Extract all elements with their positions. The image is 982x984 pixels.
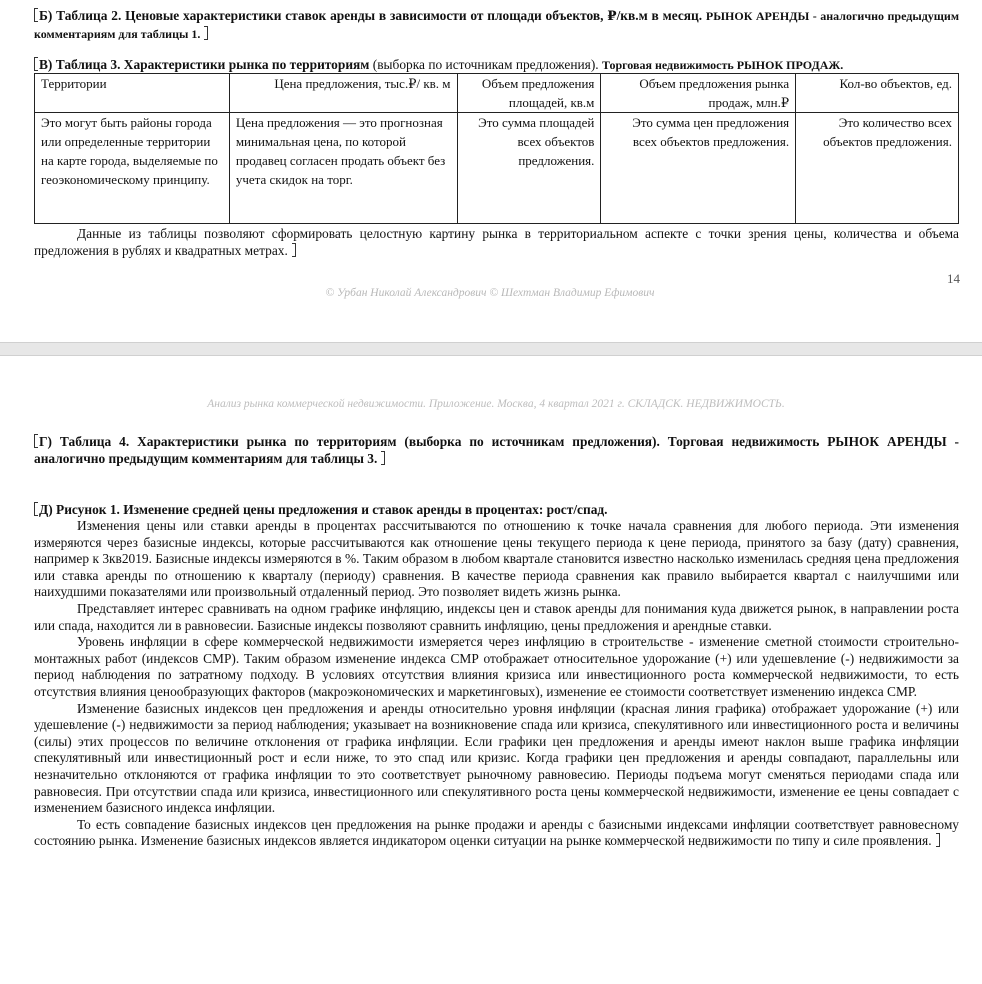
table-cell-offer-area: Это сумма площадей всех объектов предложения. <box>457 113 601 224</box>
page-separator <box>0 342 982 356</box>
section-end-marker <box>381 451 385 465</box>
section-end-marker <box>292 243 296 257</box>
table-cell-territories: Это могут быть районы города или определенные территории на карте города, выделяемые по геоэкономическому принципу. <box>35 113 230 224</box>
page-number: 14 <box>947 271 960 286</box>
header-cell-object-count: Кол-во объектов, ед. <box>796 74 959 113</box>
paragraph: Изменение базисных индексов цен предложения и аренды относительно уровня инфляции (красная линия графика) отображает удорожание (+) или удешевление (-) недвижимости за период наблюдения; указывает на возникновение спада или кризиса, спекулятивного или инвестиционного роста и величины (силы) этих процессов по величине отклонения от графика инфляции. Если графики цен предложения и аренды имеют наклон выше графика инфляции спекулятивный или инвестиционный рост и если ниже, то это спад или кризис. Когда графики цен предложения и аренды совпадают, параллельны или незначительно отклоняются от графика инфляции то это соответствует рыночному равновесию. Периоды подъема могут сменяться периодами спада или равновесия. При отсутствии спада или кризиса, инвестиционного или спекулятивного роста цены коммерческой недвижимости, изменение ее цены совпадает с изменением базисного индекса инфляции. <box>34 700 959 816</box>
document-page-14 <box>0 0 982 342</box>
copyright-footer: © Урбан Николай Александрович © Шехтман Владимир Ефимович <box>325 287 655 299</box>
section-start-marker <box>34 434 38 448</box>
table-cell-offer-volume: Это сумма цен предложения всех объектов предложения. <box>601 113 796 224</box>
paragraph: Изменения цены или ставки аренды в процентах рассчитываются по отношению к точке начала сравнения для любого периода. Эти изменения измеряются через базисные индексы, которые рассчитываются как отношение цены текущего периода к цене периода, принятого за базу (дату) сравнения, например к 3кв2019. Базисные индексы измеряются в %. Таким образом в любом квартале становится известно насколько изменилась средняя цена предложения или ставка аренды по отношению к кварталу (периоду) сравнения. В качестве периода сравнения как правило выбирается квартал с наилучшими или наихудшими показателями или произвольный отдаленный период. Это позволяет видеть жизнь рынка. <box>34 518 959 600</box>
section-end-marker <box>204 26 208 40</box>
paragraph: Уровень инфляции в сфере коммерческой недвижимости измеряется через инфляцию в строительстве - изменение сметной стоимости строительно-монтажных работ (индексов СМР). Таким образом изменение индекса СМР отображает относительное удорожание (+) или удешевление (-) недвижимости за период наблюдения по затратному подходу. В условиях отсутствия влияния кризиса или инвестиционного роста коммерческой недвижимости, то есть отсутствия влияния ценообразующих факторов (макроэкономических и маркетинговых), изменение ее стоимости соответствует изменению индекса СМР. <box>34 634 959 699</box>
header-cell-offer-price: Цена предложения, тыс.₽/ кв. м <box>229 74 457 113</box>
table4-heading: Г) Таблица 4. Характеристики рынка по территориям (выборка по источникам предложения). Торговая недвижимость РЫНОК АРЕНДЫ - аналогично предыдущим комментариям для таблицы 3. <box>34 434 959 466</box>
table-row <box>35 113 959 224</box>
section-start-marker <box>34 8 38 22</box>
figure1-heading: Д) Рисунок 1. Изменение средней цены предложения и ставок аренды в процентах: рост/спад. <box>34 501 959 518</box>
section-start-marker <box>34 57 38 71</box>
header-cell-territories: Территории <box>35 74 230 113</box>
table2-heading: Б) Таблица 2. Ценовые характеристики ставок аренды в зависимости от площади объектов, ₽/кв.м в месяц. РЫНОК АРЕНДЫ - аналогично предыдущим комментариям для таблицы 1. <box>34 8 959 41</box>
paragraph: Представляет интерес сравнивать на одном графике инфляцию, индексы цен и ставок аренды для понимания куда движется рынок, в направлении роста или спада, находится ли в равновесии. Базисные индексы позволяют сравнить инфляцию, цены предложения и арендные ставки. <box>34 600 959 633</box>
document-page-15 <box>0 356 982 984</box>
table3-note: Данные из таблицы позволяют сформировать целостную картину рынка в территориальном аспекте с точки зрения цены, количества и объема предложения в рублях и квадратных метрах. <box>34 226 959 258</box>
header-cell-offer-volume: Объем предложения рынка продаж, млн.₽ <box>601 74 796 113</box>
running-header: Анализ рынка коммерческой недвижимости. Приложение. Москва, 4 квартал 2021 г. СКЛАДСК. НЕДВИЖИМОСТЬ. <box>207 398 785 410</box>
paragraph: То есть совпадение базисных индексов цен предложения на рынке продажи и аренды с базисными индексами инфляции соответствует равновесному состоянию рынка. Изменение базисных индексов является индикатором оценки ситуации на рынке коммерческой недвижимости по типу и силе проявления. <box>34 816 959 849</box>
table-cell-object-count: Это количество всех объектов предложения. <box>796 113 959 224</box>
header-cell-offer-area: Объем предложения площадей, кв.м <box>457 74 601 113</box>
table3-heading: В) Таблица 3. Характеристики рынка по территориям (выборка по источникам предложения). Торговая недвижимость РЫНОК ПРОДАЖ. <box>34 56 959 74</box>
table-cell-offer-price: Цена предложения — это прогнозная минимальная цена, по которой продавец согласен продать объект без учета скидок на торг. <box>229 113 457 224</box>
table-header-row <box>35 74 959 113</box>
market-characteristics-table <box>34 73 959 224</box>
section-end-marker <box>936 833 940 847</box>
figure1-explanation <box>34 518 959 850</box>
section-start-marker <box>34 502 38 516</box>
